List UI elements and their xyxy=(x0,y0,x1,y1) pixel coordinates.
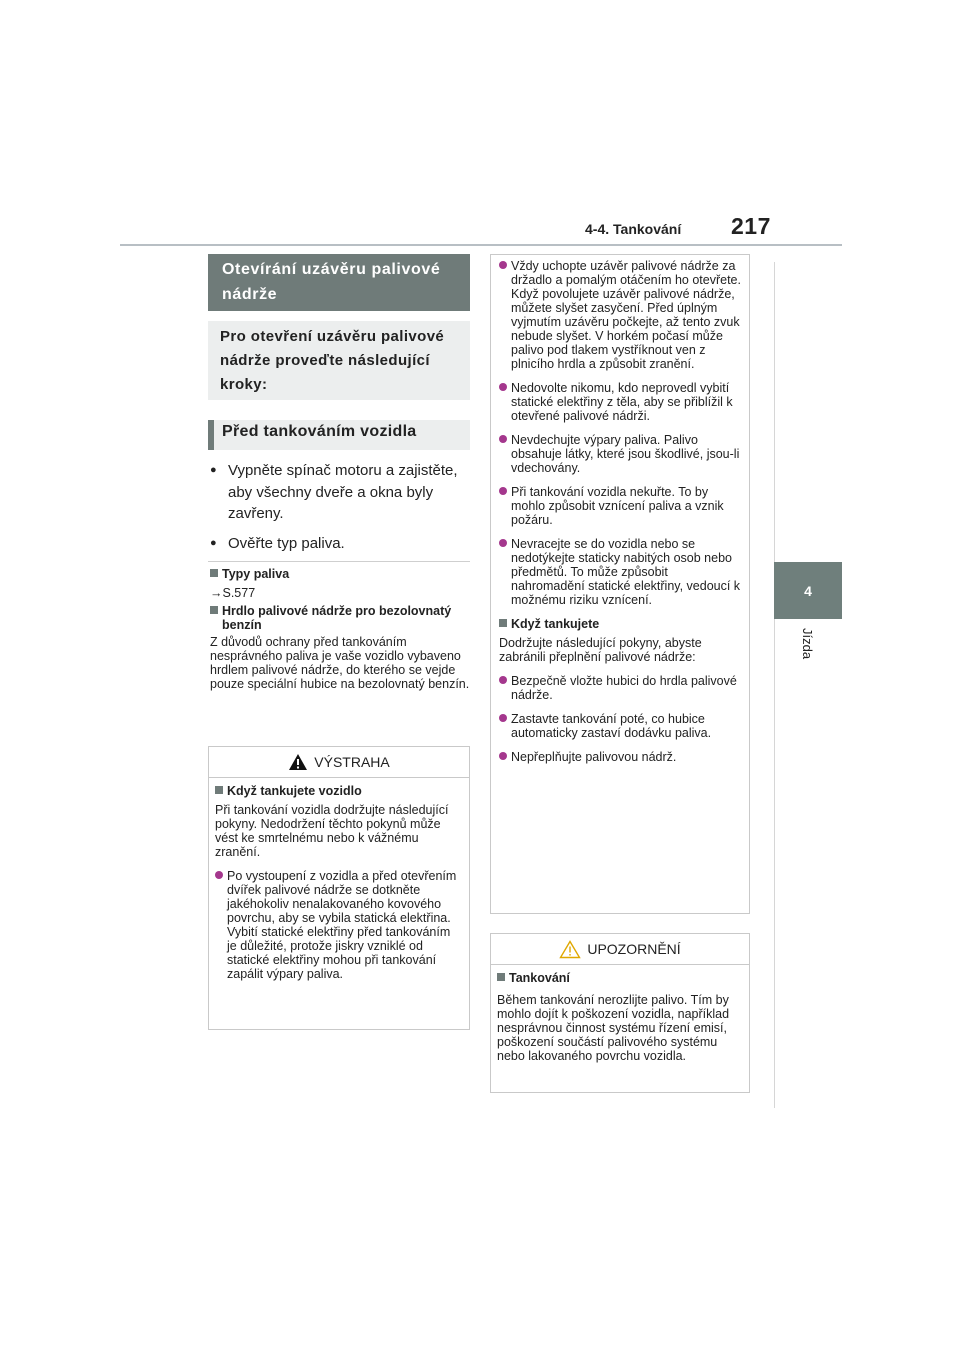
warning-bullet: Při tankování vozidla nekuřte. To by mohlo způsobit vznícení paliva a vznik požáru. xyxy=(499,485,743,527)
warning-title: VÝSTRAHA xyxy=(314,754,390,770)
caution-text: Během tankování nerozlijte palivo. Tím by mohlo dojít k poškození vozidla, například nesprávnou činnost systému řízení emisí, poškození součástí palivového systému nebo lakovaného povrchu vozidla. xyxy=(497,993,730,1063)
caution-triangle-icon xyxy=(559,940,581,959)
step-item: ● Ověřte typ paliva. xyxy=(210,533,472,555)
side-divider xyxy=(774,262,775,1108)
refuel-bullet: Bezpečně vložte hubici do hrdla palivové nádrže. xyxy=(499,674,743,702)
warning-text: Při tankování vozidla dodržujte následující pokyny. Nedodržení těchto pokynů může vést ke smrtelnému nebo k vážnému zranění. xyxy=(215,803,449,859)
fuel-types-heading: Typy paliva xyxy=(210,567,482,581)
warning-box xyxy=(208,746,470,1030)
step-item: ● Vypněte spínač motoru a zajistěte, aby všechny dveře a okna byly zavřeny. xyxy=(210,460,472,525)
filler-neck-text: Z důvodů ochrany před tankováním nesprávného paliva je vaše vozidlo vybaveno hrdlem palivové nádrže, do kterého se vejde pouze speciální hubice na bezolovnatý benzín. xyxy=(210,635,470,691)
page-reference-link[interactable]: →S.577 xyxy=(210,586,256,600)
warning-bullet: Vždy uchopte uzávěr palivové nádrže za držadlo a pomalým otáčením ho otevřete. Když povolujete uzávěr palivové nádrže, můžete slyšet zasyčení. Před úplným vyjmutím uzávěru počkejte, až tento zvuk nebude slyšet. V horkém počasí může palivo pod tlakem vystříknout ven z plnicího hrdla a způsobit zranění. xyxy=(499,259,743,371)
filler-neck-note xyxy=(210,604,470,691)
warning-heading: Když tankujete vozidlo xyxy=(215,784,463,798)
chapter-title: Jízda xyxy=(800,628,815,660)
caution-box xyxy=(490,933,750,1093)
warning-header xyxy=(209,747,469,778)
refuel-text: Dodržujte následující pokyny, abyste zabránili přeplnění palivové nádrže: xyxy=(499,636,702,664)
warning-bullet: Po vystoupení z vozidla a před otevřením dvířek palivové nádrže se dotkněte jakéhokoliv nenalakovaného kovového povrchu, aby se vybila statická elektřina. Vybití statické elektřiny před tankováním je důležité, protože jiskry vzniklé od statické elektřiny mohou při tankování zapálit výpary paliva. xyxy=(215,869,463,981)
chapter-tab[interactable]: 4 xyxy=(774,562,842,619)
section-label: 4-4. Tankování xyxy=(585,221,682,237)
caution-title: UPOZORNĚNÍ xyxy=(587,941,681,957)
header-rule xyxy=(120,244,842,246)
step-list xyxy=(210,460,472,562)
intro-text: Pro otevření uzávěru palivové nádrže proveďte následující kroky: xyxy=(208,321,470,400)
warning-bullet: Nedovolte nikomu, kdo neprovedl vybití statické elektřiny z těla, aby se přiblížil k otevřené palivové nádrži. xyxy=(499,381,743,423)
warning-bullet: Nevdechujte výpary paliva. Palivo obsahuje látky, které jsou škodlivé, jsou-li vdechovány. xyxy=(499,433,743,475)
caution-header xyxy=(491,934,749,965)
refuel-bullet: Zastavte tankování poté, co hubice automaticky zastaví dodávku paliva. xyxy=(499,712,743,740)
refuel-heading: Když tankujete xyxy=(499,617,743,631)
warning-bullet: Nevracejte se do vozidla nebo se nedotýkejte staticky nabitých osob nebo předmětů. To může způsobit nahromadění statické elektřiny, vedoucí k možnému riziku vznícení. xyxy=(499,537,743,607)
filler-neck-heading: Hrdlo palivové nádrže pro bezolovnatý benzín xyxy=(210,604,470,632)
section-title: Otevírání uzávěru palivové nádrže xyxy=(208,254,470,311)
warning-continuation-box xyxy=(490,254,750,914)
page-number: 217 xyxy=(731,213,771,239)
divider xyxy=(208,561,470,562)
warning-triangle-icon xyxy=(288,753,308,771)
subsection-title: Před tankováním vozidla xyxy=(208,420,470,450)
refuel-bullet: Nepřeplňujte palivovou nádrž. xyxy=(499,750,743,764)
caution-heading: Tankování xyxy=(497,971,743,985)
